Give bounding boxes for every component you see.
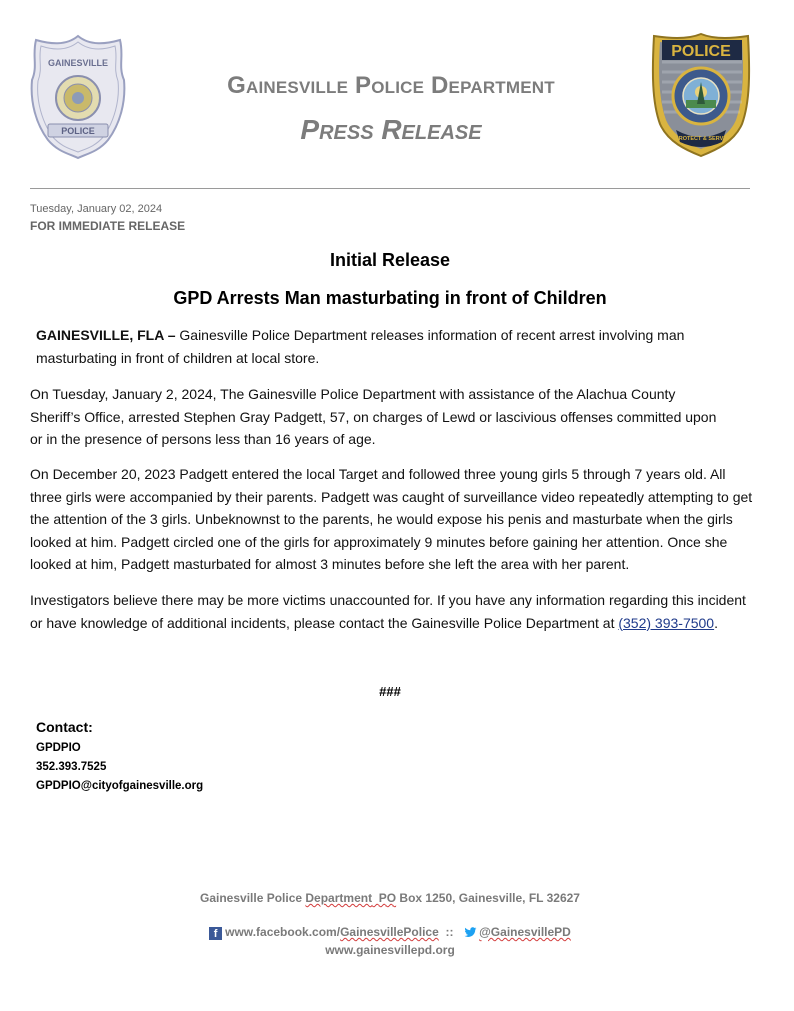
social-separator: :: <box>438 925 461 939</box>
press-release-subtitle: Press Release <box>300 114 482 145</box>
shield-bottom-text: PROTECT & SERVE <box>675 136 727 142</box>
shield-top-text: POLICE <box>671 43 731 60</box>
dateline: GAINESVILLE, FLA – <box>36 327 176 343</box>
period: . <box>714 614 718 631</box>
intro-line: Gainesville Police Department releases information of recent arrest involving man <box>175 327 685 343</box>
twitter-icon <box>464 927 477 938</box>
end-marks: ### <box>379 684 401 699</box>
facebook-handle[interactable]: GainesvillePolice <box>340 925 439 939</box>
paragraph-investigators <box>30 589 794 634</box>
address-dept: Department <box>305 891 373 905</box>
facebook-icon: f <box>209 927 222 940</box>
incident-line: three girls were accompanied by their parents. Padgett was caught of surveillance video repeatedly attempting to get <box>30 488 753 505</box>
phone-link[interactable]: (352) 393-7500 <box>618 614 715 631</box>
arrest-line: Sheriff’s Office, arrested Stephen Gray Padgett, 57, on charges of Lewd or lascivious offenses committed upon <box>30 408 717 425</box>
address-rest: Box 1250, Gainesville, FL 32627 <box>396 891 580 905</box>
paragraph-intro <box>36 324 736 369</box>
incident-line: On December 20, 2023 Padgett entered the local Target and followed three young girls 5 through 7 years old. All <box>30 466 726 482</box>
badge-bottom-text: POLICE <box>61 126 95 136</box>
immediate-release-label: FOR IMMEDIATE RELEASE <box>30 219 186 233</box>
twitter-handle[interactable]: @GainesvillePD <box>479 925 571 939</box>
contact-email: GPDPIO@cityofgainesville.org <box>36 780 204 792</box>
initial-release-heading: Initial Release <box>329 250 451 270</box>
paragraph-incident <box>30 463 794 576</box>
facebook-url[interactable]: www.facebook.com/ <box>225 925 341 939</box>
footer-address <box>0 891 780 905</box>
footer-website[interactable]: www.gainesvillepd.org <box>325 943 455 957</box>
footer-social <box>0 925 780 940</box>
badge-top-text: GAINESVILLE <box>47 58 109 68</box>
address-gap <box>372 891 379 905</box>
police-shield-badge-logo <box>650 32 752 158</box>
investigators-line: or have knowledge of additional incidents, please contact the Gainesville Police Department at <box>30 614 619 631</box>
arrest-line: On Tuesday, January 2, 2024, The Gainesville Police Department with assistance of the Alachua County <box>30 386 676 402</box>
address-po: PO <box>378 891 397 905</box>
contact-name: GPDPIO <box>36 742 81 754</box>
address-text: Gainesville Police <box>200 891 306 905</box>
contact-phone: 352.393.7525 <box>36 761 107 773</box>
headline: GPD Arrests Man masturbating in front of Children <box>173 288 607 308</box>
department-title: Gainesville Police Department <box>227 72 555 99</box>
contact-heading: Contact: <box>36 719 93 735</box>
header-divider <box>30 188 750 189</box>
intro-line: masturbating in front of children at local store. <box>36 349 320 366</box>
incident-line: looked at him. Padgett circled one of the girls for approximately 9 minutes before gaining her attention. Once she <box>30 533 728 550</box>
gainesville-police-badge-logo <box>28 32 128 160</box>
release-date: Tuesday, January 02, 2024 <box>30 203 163 215</box>
paragraph-arrest <box>30 383 770 451</box>
investigators-line: Investigators believe there may be more victims unaccounted for. If you have any information regarding this incident <box>30 592 746 608</box>
incident-line: the attention of the 3 girls. Unbeknownst to the parents, he would expose his penis and masturbate when the girls <box>30 511 733 527</box>
arrest-line: or in the presence of persons less than 16 years of age. <box>30 431 376 447</box>
incident-line: looked at him, Padgett masturbated for almost 3 minutes before she left the area with her parent. <box>30 556 630 572</box>
